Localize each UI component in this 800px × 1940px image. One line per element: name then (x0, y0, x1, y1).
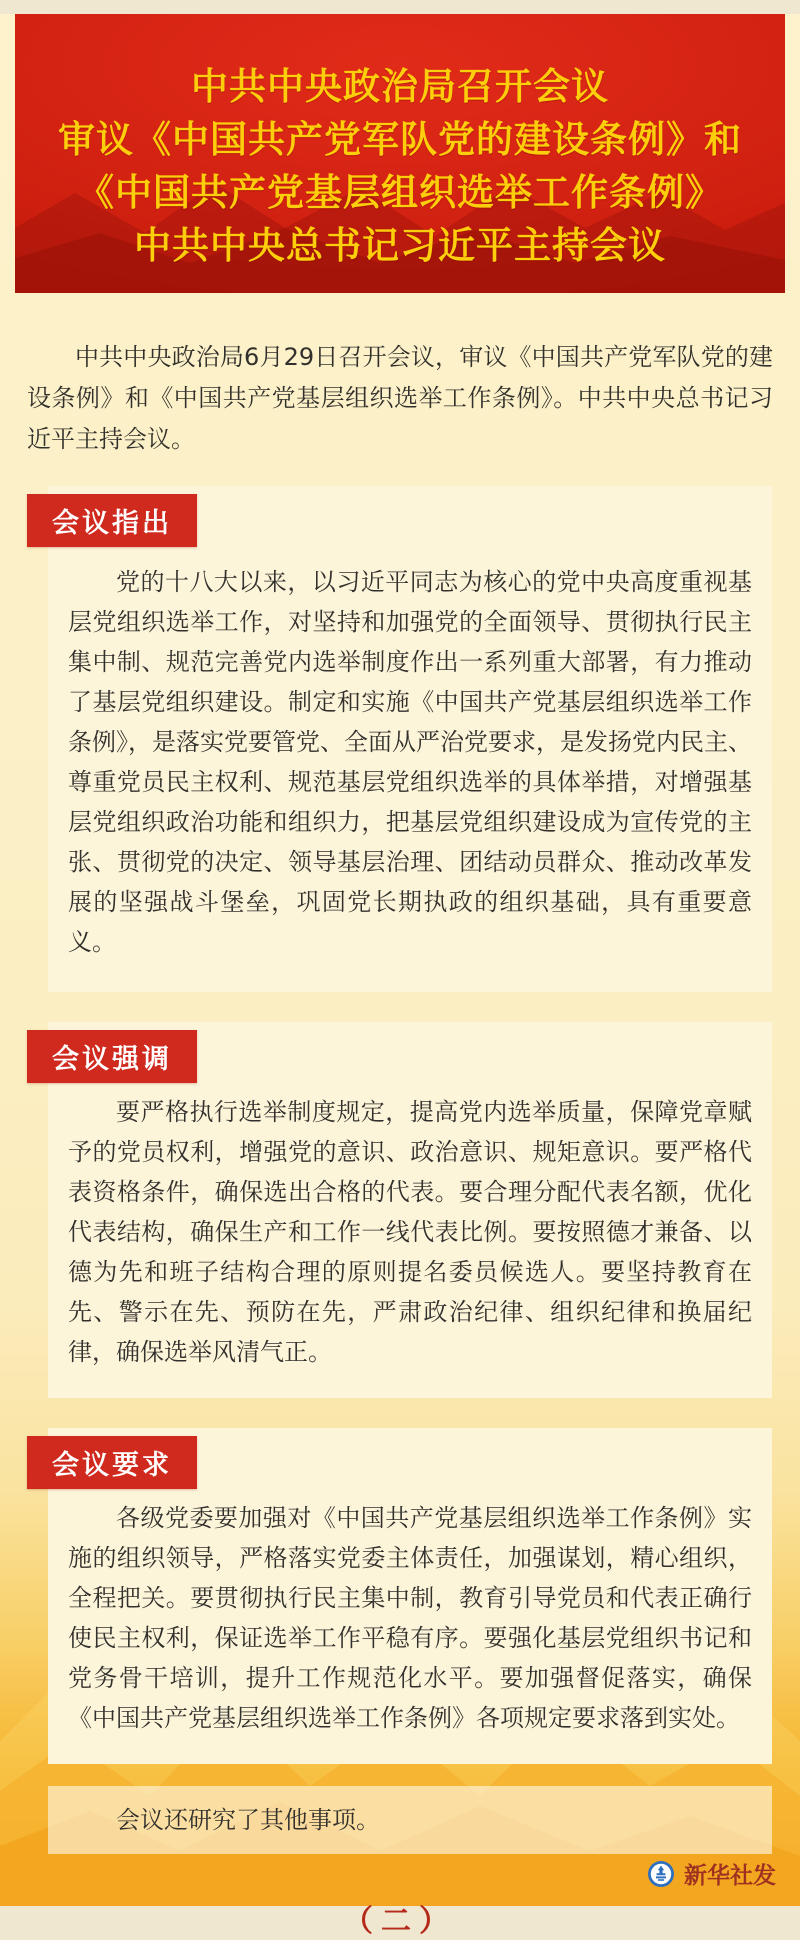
page-title (15, 14, 785, 272)
agency-credit-label: 新华社发 (684, 1863, 776, 1889)
title-line-4: 中共中央总书记习近平主持会议 (134, 224, 666, 267)
intro-paragraph: 中共中央政治局6月29日召开会议，审议《中国共产党军队党的建设条例》和《中国共产党基层组织选举工作条例》。中共中央总书记习近平主持会议。 (27, 343, 773, 453)
title-line-2: 审议《中国共产党军队党的建设条例》和 (58, 118, 742, 161)
section-paragraph: 各级党委要加强对《中国共产党基层组织选举工作条例》实施的组织领导，严格落实党委主体责任，加强谋划，精心组织，全程把关。要贯彻执行民主集中制，教育引导党员和代表正确行使民主权利，保证选举工作平稳有序。要强化基层党组织书记和党务骨干培训，提升工作规范化水平。要加强督促落实，确保《中国共产党基层组织选举工作条例》各项规定要求落到实处。 (68, 1504, 752, 1732)
agency-credit (647, 1857, 776, 1890)
section-paragraph: 要严格执行选举制度规定，提高党内选举质量，保障党章赋予的党员权利，增强党的意识、政治意识、规矩意识。要严格代表资格条件，确保选出合格的代表。要合理分配代表名额，优化代表结构，确保生产和工作一线代表比例。要按照德才兼备、以德为先和班子结构合理的原则提名委员候选人。要坚持教育在先、警示在先、预防在先，严肃政治纪律、组织纪律和换届纪律，确保选举风清气正。 (68, 1098, 752, 1366)
section-meeting-stressed (48, 1022, 772, 1398)
closing-note-box (48, 1786, 772, 1854)
closing-note-text: 会议还研究了其他事项。 (116, 1806, 380, 1834)
title-line-1: 中共中央政治局召开会议 (191, 65, 609, 108)
section-text-box (48, 486, 772, 992)
section-meeting-required (48, 1428, 772, 1764)
section-meeting-pointed-out (48, 486, 772, 992)
series-number: （二） (343, 1904, 457, 1939)
xinhua-logo-icon (647, 1860, 675, 1888)
section-badge: 会议要求 (27, 1436, 197, 1489)
section-badge: 会议强调 (27, 1030, 197, 1083)
title-line-3: 《中国共产党基层组织选举工作条例》 (77, 171, 723, 214)
section-badge: 会议指出 (27, 494, 197, 547)
news-infographic (0, 14, 800, 1939)
header-banner (15, 14, 785, 293)
section-paragraph: 党的十八大以来，以习近平同志为核心的党中央高度重视基层党组织选举工作，对坚持和加强党的全面领导、贯彻执行民主集中制、规范完善党内选举制度作出一系列重大部署，有力推动了基层党组织建设。制定和实施《中国共产党基层组织选举工作条例》，是落实党要管党、全面从严治党要求，是发扬党内民主、尊重党员民主权利、规范基层党组织选举的具体举措，对增强基层党组织政治功能和组织力，把基层党组织建设成为宣传党的主张、贯彻党的决定、领导基层治理、团结动员群众、推动改革发展的坚强战斗堡垒，巩固党长期执政的组织基础，具有重要意义。 (68, 568, 752, 956)
